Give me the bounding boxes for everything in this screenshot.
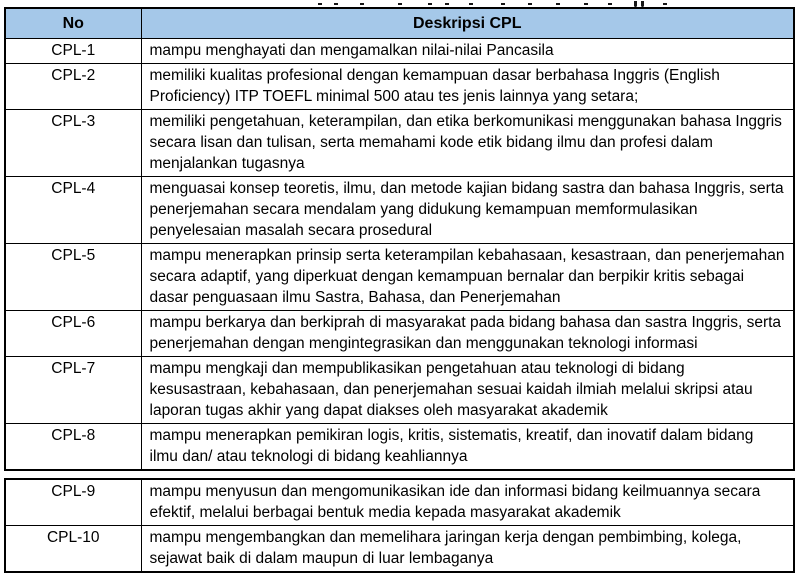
cpl-table-main bbox=[4, 7, 795, 471]
row-desc-cell: mampu berkarya dan berkiprah di masyarakat pada bidang bahasa dan sastra Inggris, serta penerjemahan dengan mengintegrasikan dan menggunakan teknologi informasi bbox=[141, 311, 794, 357]
row-no-cell: CPL-5 bbox=[5, 244, 141, 311]
header-deskripsi-cpl: Deskripsi CPL bbox=[141, 8, 794, 39]
cropped-caption-remnant bbox=[0, 0, 800, 7]
row-no-cell: CPL-8 bbox=[5, 424, 141, 471]
row-no-cell: CPL-2 bbox=[5, 64, 141, 110]
row-no-cell: CPL-10 bbox=[5, 526, 141, 573]
table-row bbox=[5, 177, 794, 244]
table-row bbox=[5, 526, 794, 573]
row-no-cell: CPL-4 bbox=[5, 177, 141, 244]
row-desc-cell: memiliki kualitas profesional dengan kemampuan dasar berbahasa Inggris (English Proficiency) ITP TOEFL minimal 500 atau tes jenis lainnya yang setara; bbox=[141, 64, 794, 110]
table-row bbox=[5, 479, 794, 526]
row-no-cell: CPL-6 bbox=[5, 311, 141, 357]
table-row bbox=[5, 244, 794, 311]
header-no: No bbox=[5, 8, 141, 39]
header-row bbox=[5, 8, 794, 39]
row-no-cell: CPL-7 bbox=[5, 357, 141, 424]
row-no-cell: CPL-3 bbox=[5, 110, 141, 177]
row-desc-cell: menguasai konsep teoretis, ilmu, dan metode kajian bidang sastra dan bahasa Inggris, serta penerjemahan secara mendalam yang didukung kemampuan memformulasikan penyelesaian masalah secara prosedural bbox=[141, 177, 794, 244]
table-row bbox=[5, 39, 794, 64]
table-row bbox=[5, 311, 794, 357]
table-row bbox=[5, 64, 794, 110]
row-desc-cell: mampu mengkaji dan mempublikasikan pengetahuan atau teknologi di bidang kesusastraan, kebahasaan, dan penerjemahan sesuai kaidah ilmiah melalui skripsi atau laporan tugas akhir yang dapat diakses oleh masyarakat akademik bbox=[141, 357, 794, 424]
row-no-cell: CPL-9 bbox=[5, 479, 141, 526]
row-desc-cell: memiliki pengetahuan, keterampilan, dan etika berkomunikasi menggunakan bahasa Inggris secara lisan dan tulisan, serta memahami kode etik bidang ilmu dan profesi dalam menjalankan tugasnya bbox=[141, 110, 794, 177]
row-desc-cell: mampu menerapkan pemikiran logis, kritis, sistematis, kreatif, dan inovatif dalam bidang ilmu dan/ atau teknologi di bidang keahliannya bbox=[141, 424, 794, 471]
table-row bbox=[5, 424, 794, 471]
row-desc-cell: mampu menyusun dan mengomunikasikan ide dan informasi bidang keilmuannya secara efektif, melalui berbagai bentuk media kepada masyarakat akademik bbox=[141, 479, 794, 526]
row-desc-cell: mampu menghayati dan mengamalkan nilai-nilai Pancasila bbox=[141, 39, 794, 64]
table-row bbox=[5, 110, 794, 177]
row-desc-cell: mampu menerapkan prinsip serta keterampilan kebahasaan, kesastraan, dan penerjemahan secara adaptif, yang diperkuat dengan kemampuan bernalar dan berpikir kritis sebagai dasar penguasaan ilmu Sastra, Bahasa, dan Penerjemahan bbox=[141, 244, 794, 311]
row-no-cell: CPL-1 bbox=[5, 39, 141, 64]
cpl-table-continued bbox=[4, 478, 795, 573]
row-desc-cell: mampu mengembangkan dan memelihara jaringan kerja dengan pembimbing, kolega, sejawat baik di dalam maupun di luar lembaganya bbox=[141, 526, 794, 573]
table-row bbox=[5, 357, 794, 424]
